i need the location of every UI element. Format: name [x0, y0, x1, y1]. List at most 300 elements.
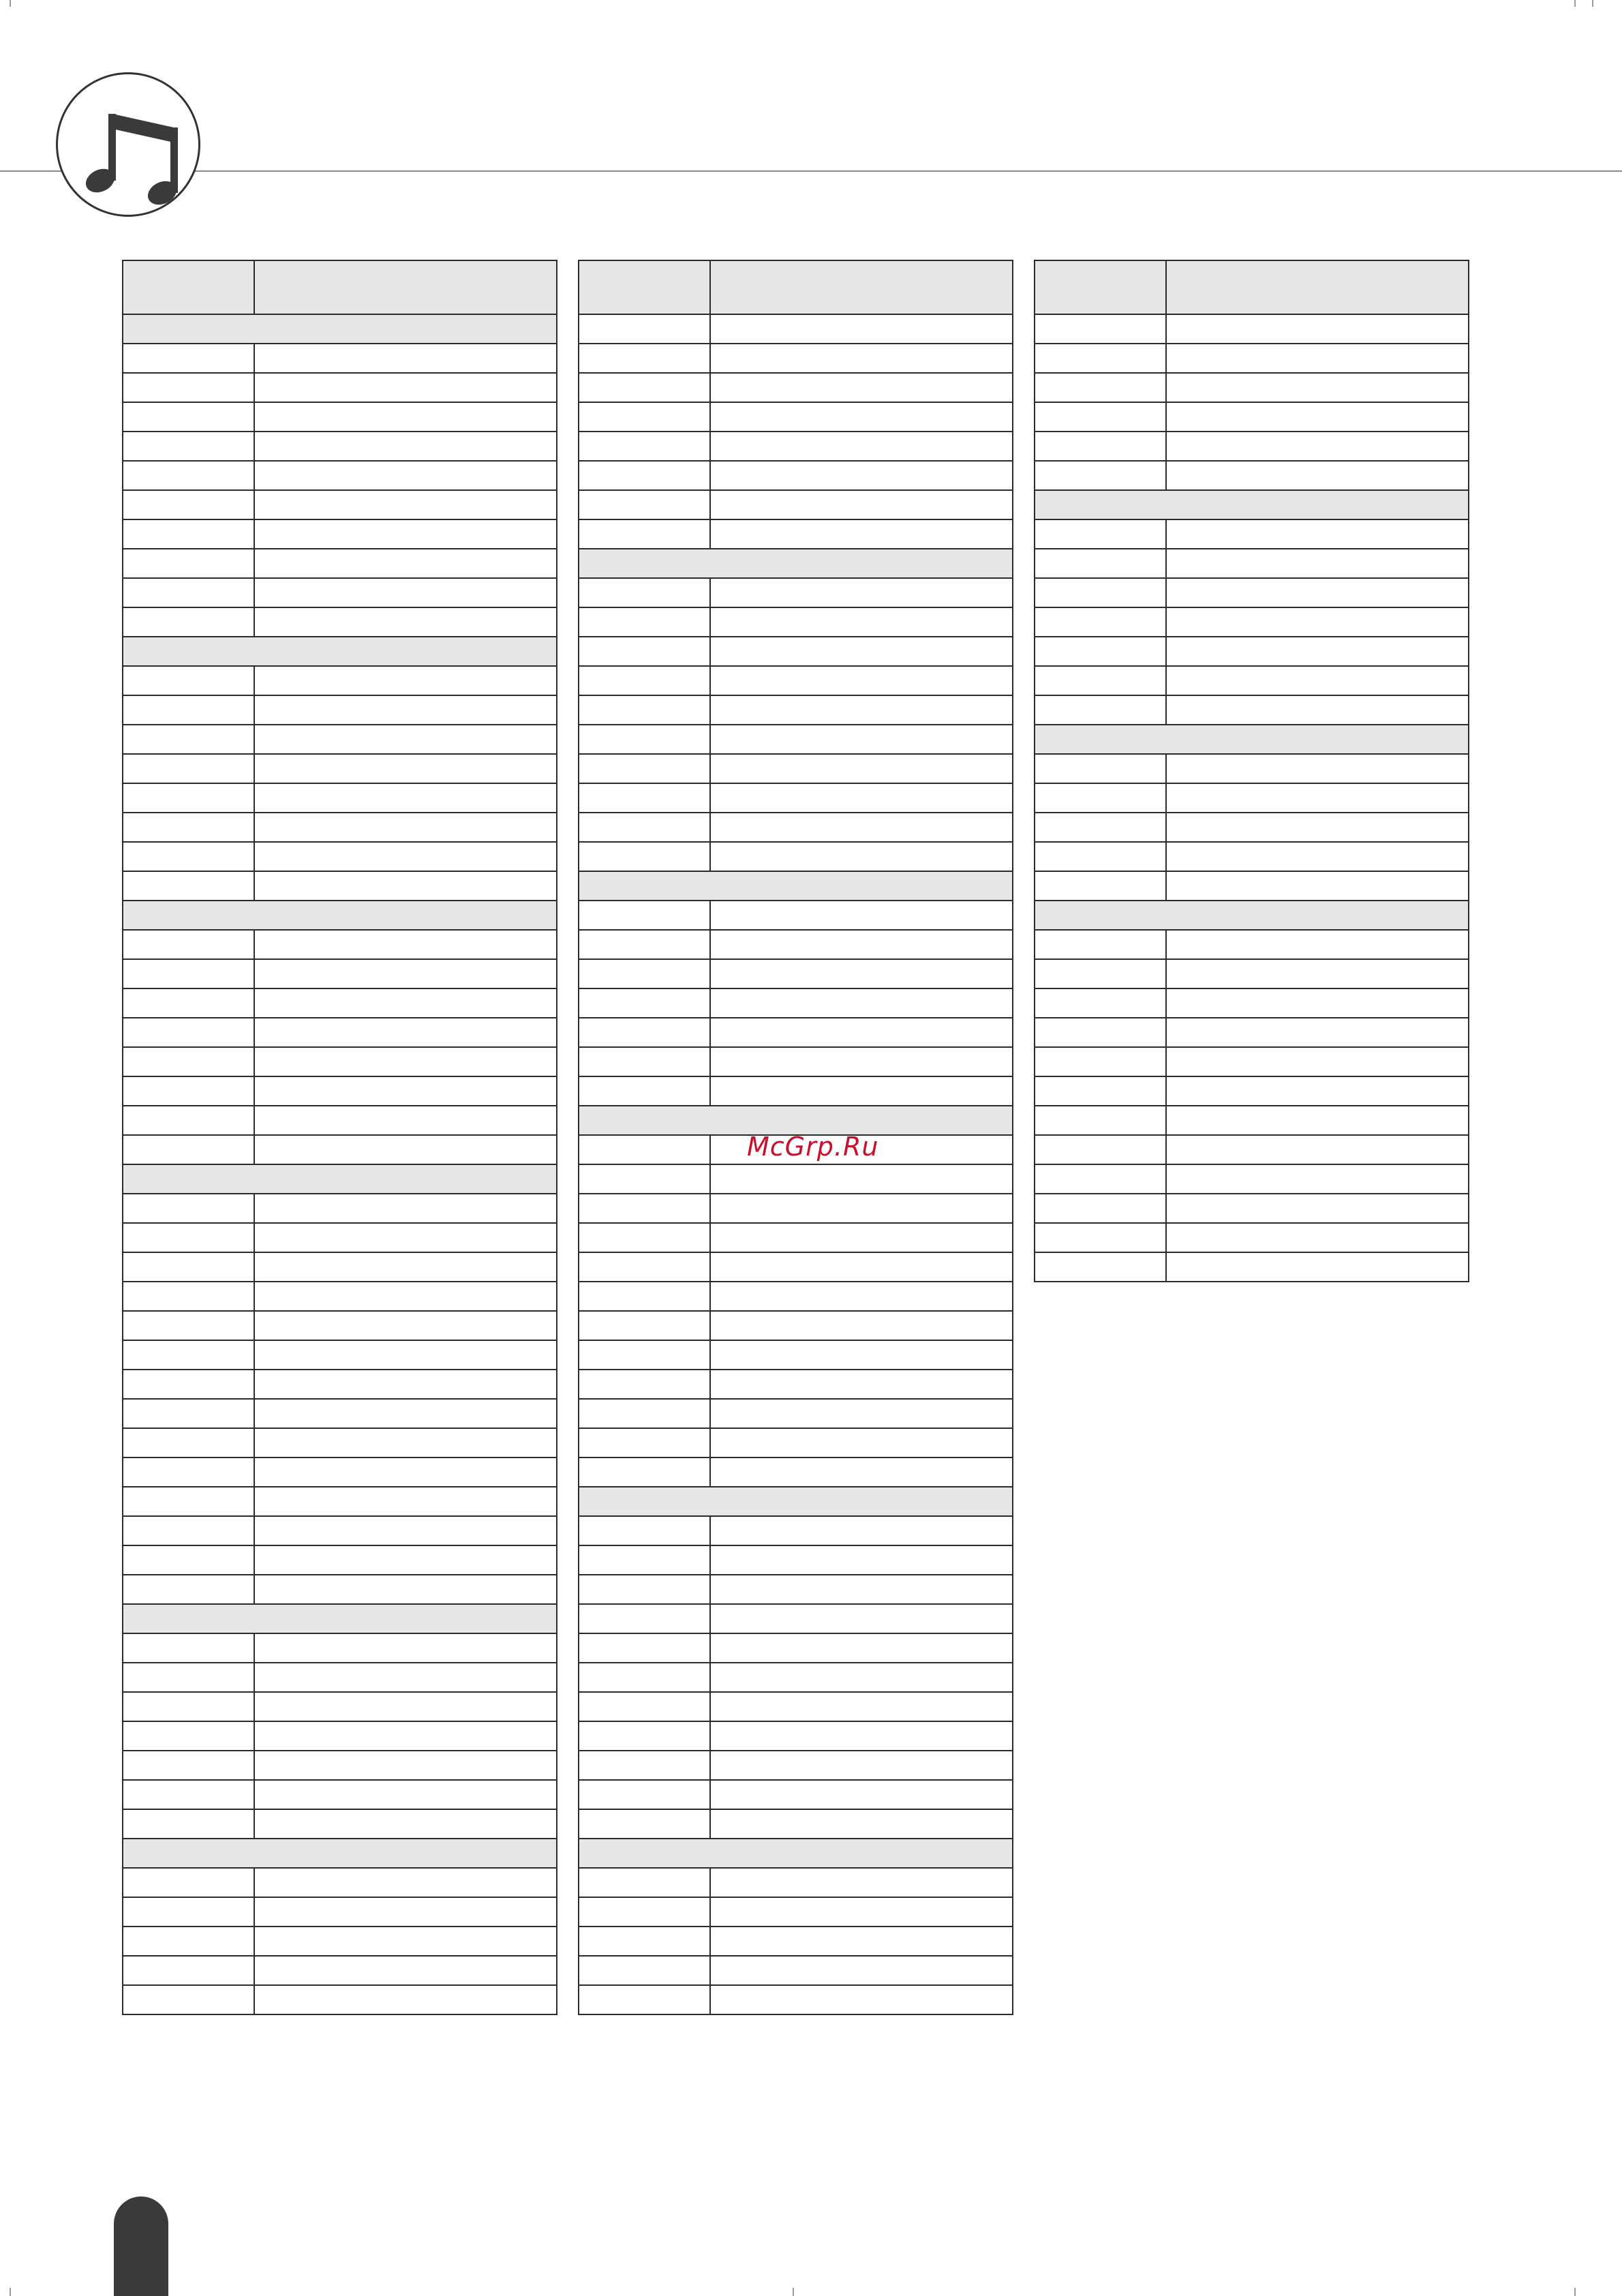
number-cell [579, 901, 710, 930]
number-cell [579, 1927, 710, 1956]
number-cell [123, 1897, 254, 1927]
number-cell [123, 959, 254, 988]
category-row [123, 1604, 557, 1633]
number-cell [579, 490, 710, 519]
number-cell [1035, 871, 1166, 901]
table-row [123, 344, 557, 373]
number-cell [579, 930, 710, 959]
name-cell [254, 432, 557, 461]
crop-mark-top-left [10, 0, 11, 7]
category-row [579, 871, 1013, 901]
name-cell [254, 1428, 557, 1457]
number-cell [123, 695, 254, 725]
name-cell [254, 607, 557, 637]
number-cell [123, 754, 254, 783]
table-header-row [579, 260, 1013, 314]
table-row [579, 813, 1013, 842]
number-cell [579, 1633, 710, 1663]
table-row [579, 432, 1013, 461]
name-cell [710, 725, 1013, 754]
table-row [1035, 607, 1469, 637]
table-row [579, 959, 1013, 988]
name-cell [710, 813, 1013, 842]
category-cell [123, 1164, 557, 1194]
table-row [123, 1340, 557, 1370]
name-cell [710, 1633, 1013, 1663]
number-cell [579, 783, 710, 813]
page-number-tab [114, 2196, 168, 2296]
name-cell [710, 1604, 1013, 1633]
number-cell [123, 1428, 254, 1457]
table-row [1035, 314, 1469, 344]
name-cell [1166, 754, 1469, 783]
table-row [579, 1370, 1013, 1399]
table-row [123, 373, 557, 402]
number-cell [123, 1194, 254, 1223]
name-cell [254, 988, 557, 1018]
name-cell [710, 783, 1013, 813]
number-cell [579, 1457, 710, 1487]
name-cell [254, 1487, 557, 1516]
name-cell [1166, 1047, 1469, 1076]
number-cell [579, 1604, 710, 1633]
voice-table-left [122, 260, 557, 2015]
name-cell [710, 1575, 1013, 1604]
number-cell [123, 1399, 254, 1428]
name-cell [710, 1809, 1013, 1839]
table-row [579, 1809, 1013, 1839]
name-cell [710, 1370, 1013, 1399]
name-cell [254, 1516, 557, 1545]
category-cell [579, 1839, 1013, 1868]
number-cell [123, 1721, 254, 1751]
number-cell [123, 1135, 254, 1164]
table-row [1035, 461, 1469, 490]
number-cell [123, 1692, 254, 1721]
number-cell [123, 607, 254, 637]
table-row [579, 1956, 1013, 1985]
number-cell [1035, 783, 1166, 813]
table-row [123, 1545, 557, 1575]
name-cell [254, 1780, 557, 1809]
name-cell [254, 1399, 557, 1428]
number-cell [579, 1575, 710, 1604]
number-cell [1035, 754, 1166, 783]
name-cell [254, 490, 557, 519]
table-row [579, 1076, 1013, 1106]
name-cell [1166, 1164, 1469, 1194]
table-row [579, 1282, 1013, 1311]
name-cell [254, 1457, 557, 1487]
crop-mark-bottom-right [1574, 2288, 1576, 2296]
number-cell [579, 1252, 710, 1282]
name-cell [1166, 783, 1469, 813]
category-row [579, 1106, 1013, 1135]
name-cell [254, 1692, 557, 1721]
number-cell [1035, 314, 1166, 344]
name-cell [710, 1663, 1013, 1692]
table-row [123, 1516, 557, 1545]
table-row [1035, 1135, 1469, 1164]
number-cell [123, 1516, 254, 1545]
table-row [579, 988, 1013, 1018]
table-row [123, 1135, 557, 1164]
table-row [123, 1985, 557, 2014]
number-cell [123, 432, 254, 461]
name-cell [710, 1897, 1013, 1927]
category-cell [1035, 901, 1469, 930]
category-cell [123, 637, 557, 666]
number-cell [123, 1047, 254, 1076]
table-row [1035, 783, 1469, 813]
table-row [579, 1604, 1013, 1633]
number-cell [123, 1370, 254, 1399]
number-cell [123, 1106, 254, 1135]
name-cell [710, 1340, 1013, 1370]
name-cell [1166, 1076, 1469, 1106]
table-row [579, 1633, 1013, 1663]
number-cell [1035, 578, 1166, 607]
number-cell [1035, 988, 1166, 1018]
header-cell-number [123, 260, 254, 314]
table-row [579, 1428, 1013, 1457]
table-row [579, 1545, 1013, 1575]
number-cell [579, 1282, 710, 1311]
category-row [579, 549, 1013, 578]
name-cell [1166, 461, 1469, 490]
category-row [579, 1839, 1013, 1868]
table-header-row [123, 260, 557, 314]
name-cell [254, 1575, 557, 1604]
name-cell [1166, 519, 1469, 549]
table-row [579, 1751, 1013, 1780]
number-cell [123, 1252, 254, 1282]
name-cell [710, 959, 1013, 988]
table-row [579, 1897, 1013, 1927]
name-cell [254, 695, 557, 725]
number-cell [579, 754, 710, 783]
table-row [123, 549, 557, 578]
table-row [1035, 813, 1469, 842]
name-cell [710, 695, 1013, 725]
number-cell [123, 813, 254, 842]
name-cell [1166, 959, 1469, 988]
name-cell [1166, 813, 1469, 842]
table-row [123, 1575, 557, 1604]
table-row [579, 607, 1013, 637]
name-cell [1166, 402, 1469, 432]
number-cell [123, 344, 254, 373]
name-cell [710, 1721, 1013, 1751]
table-row [123, 1428, 557, 1457]
number-cell [1035, 959, 1166, 988]
name-cell [1166, 666, 1469, 695]
table-row [1035, 1018, 1469, 1047]
number-cell [579, 461, 710, 490]
table-row [123, 607, 557, 637]
number-cell [123, 842, 254, 871]
table-row [579, 1927, 1013, 1956]
name-cell [254, 549, 557, 578]
number-cell [579, 344, 710, 373]
crop-mark-bottom-center [793, 2288, 794, 2296]
name-cell [710, 988, 1013, 1018]
number-cell [123, 1809, 254, 1839]
table-row [579, 344, 1013, 373]
name-cell [254, 1663, 557, 1692]
table-row [123, 988, 557, 1018]
table-row [1035, 695, 1469, 725]
number-cell [123, 1487, 254, 1516]
category-cell [1035, 725, 1469, 754]
name-cell [710, 1457, 1013, 1487]
name-cell [254, 461, 557, 490]
table-row [123, 871, 557, 901]
number-cell [579, 1868, 710, 1897]
name-cell [710, 373, 1013, 402]
table-row [123, 519, 557, 549]
table-row [123, 1223, 557, 1252]
table-row [123, 1927, 557, 1956]
table-row [1035, 1106, 1469, 1135]
name-cell [254, 1809, 557, 1839]
table-row [579, 519, 1013, 549]
number-cell [123, 578, 254, 607]
number-cell [579, 1809, 710, 1839]
name-cell [710, 1751, 1013, 1780]
name-cell [710, 1516, 1013, 1545]
name-cell [710, 1868, 1013, 1897]
number-cell [579, 1721, 710, 1751]
name-cell [254, 725, 557, 754]
name-cell [710, 1985, 1013, 2014]
table-row [123, 1956, 557, 1985]
name-cell [254, 1633, 557, 1663]
table-row [579, 695, 1013, 725]
table-row [1035, 871, 1469, 901]
table-row [579, 725, 1013, 754]
table-row [1035, 959, 1469, 988]
name-cell [1166, 578, 1469, 607]
table-row [579, 1340, 1013, 1370]
category-cell [1035, 490, 1469, 519]
category-row [123, 901, 557, 930]
crop-mark-bottom-left [10, 2288, 11, 2296]
number-cell [123, 490, 254, 519]
number-cell [579, 314, 710, 344]
table-row [579, 1575, 1013, 1604]
number-cell [1035, 1076, 1166, 1106]
name-cell [710, 1692, 1013, 1721]
name-cell [710, 754, 1013, 783]
number-cell [123, 1985, 254, 2014]
name-cell [254, 344, 557, 373]
name-cell [1166, 1194, 1469, 1223]
number-cell [123, 871, 254, 901]
name-cell [254, 1252, 557, 1282]
name-cell [710, 314, 1013, 344]
number-cell [123, 1780, 254, 1809]
table-row [123, 1106, 557, 1135]
name-cell [710, 490, 1013, 519]
name-cell [710, 1956, 1013, 1985]
music-note-icon [73, 91, 189, 207]
name-cell [254, 1282, 557, 1311]
table-row [579, 1047, 1013, 1076]
table-row [123, 783, 557, 813]
table-row [1035, 1223, 1469, 1252]
name-cell [254, 402, 557, 432]
table-row [579, 1399, 1013, 1428]
table-row [579, 1311, 1013, 1340]
table-row [123, 1633, 557, 1663]
number-cell [579, 842, 710, 871]
number-cell [1035, 842, 1166, 871]
voice-table-right [1034, 260, 1469, 1282]
number-cell [579, 666, 710, 695]
number-cell [579, 373, 710, 402]
table-row [123, 1018, 557, 1047]
category-cell [579, 549, 1013, 578]
name-cell [254, 373, 557, 402]
table-row [579, 314, 1013, 344]
number-cell [579, 637, 710, 666]
name-cell [710, 402, 1013, 432]
name-cell [710, 519, 1013, 549]
number-cell [1035, 1018, 1166, 1047]
number-cell [579, 695, 710, 725]
category-cell [123, 901, 557, 930]
name-cell [1166, 1223, 1469, 1252]
table-row [579, 461, 1013, 490]
number-cell [123, 1457, 254, 1487]
table-row [579, 666, 1013, 695]
number-cell [579, 1164, 710, 1194]
name-cell [710, 1194, 1013, 1223]
name-cell [254, 1223, 557, 1252]
name-cell [254, 1721, 557, 1751]
table-row [123, 1457, 557, 1487]
table-row [123, 754, 557, 783]
table-row [579, 1194, 1013, 1223]
number-cell [579, 607, 710, 637]
number-cell [579, 988, 710, 1018]
table-row [579, 1457, 1013, 1487]
table-row [123, 959, 557, 988]
number-cell [579, 402, 710, 432]
name-cell [254, 813, 557, 842]
table-row [1035, 373, 1469, 402]
table-row [579, 1223, 1013, 1252]
name-cell [254, 1106, 557, 1135]
number-cell [579, 1663, 710, 1692]
number-cell [579, 1751, 710, 1780]
number-cell [123, 1575, 254, 1604]
table-row [1035, 1047, 1469, 1076]
name-cell [1166, 988, 1469, 1018]
number-cell [1035, 1252, 1166, 1282]
table-row [579, 578, 1013, 607]
table-row [123, 490, 557, 519]
name-cell [710, 930, 1013, 959]
table-row [123, 1311, 557, 1340]
number-cell [579, 1516, 710, 1545]
name-cell [710, 901, 1013, 930]
name-cell [710, 607, 1013, 637]
number-cell [1035, 1106, 1166, 1135]
number-cell [123, 725, 254, 754]
table-row [579, 490, 1013, 519]
number-cell [579, 1076, 710, 1106]
name-cell [1166, 432, 1469, 461]
table-row [1035, 402, 1469, 432]
category-cell [123, 1839, 557, 1868]
name-cell [254, 1076, 557, 1106]
number-cell [123, 1751, 254, 1780]
table-row [1035, 549, 1469, 578]
table-row [579, 1516, 1013, 1545]
number-cell [1035, 1164, 1166, 1194]
category-row [1035, 490, 1469, 519]
name-cell [710, 1927, 1013, 1956]
table-row [123, 1252, 557, 1282]
category-row [1035, 725, 1469, 754]
table-row [579, 1164, 1013, 1194]
name-cell [1166, 549, 1469, 578]
name-cell [1166, 1018, 1469, 1047]
name-cell [1166, 373, 1469, 402]
number-cell [579, 1018, 710, 1047]
table-row [123, 1780, 557, 1809]
number-cell [1035, 519, 1166, 549]
number-cell [579, 813, 710, 842]
table-row [1035, 988, 1469, 1018]
header-cell-name [254, 260, 557, 314]
number-cell [1035, 344, 1166, 373]
name-cell [710, 1047, 1013, 1076]
name-cell [254, 578, 557, 607]
table-row [123, 432, 557, 461]
table-row [579, 783, 1013, 813]
name-cell [710, 666, 1013, 695]
number-cell [1035, 1047, 1166, 1076]
table-row [123, 1487, 557, 1516]
table-row [123, 1282, 557, 1311]
number-cell [1035, 402, 1166, 432]
table-row [579, 1018, 1013, 1047]
number-cell [1035, 1223, 1166, 1252]
crop-mark-top-right-1 [1574, 0, 1576, 7]
table-row [1035, 1194, 1469, 1223]
number-cell [579, 1223, 710, 1252]
number-cell [1035, 1194, 1166, 1223]
name-cell [1166, 1252, 1469, 1282]
name-cell [254, 1868, 557, 1897]
name-cell [254, 1047, 557, 1076]
table-row [579, 637, 1013, 666]
table-row [579, 1868, 1013, 1897]
table-row [123, 1809, 557, 1839]
name-cell [254, 1751, 557, 1780]
header-cell-number [1035, 260, 1166, 314]
number-cell [123, 988, 254, 1018]
name-cell [710, 637, 1013, 666]
number-cell [123, 1868, 254, 1897]
name-cell [710, 1780, 1013, 1809]
number-cell [123, 373, 254, 402]
name-cell [710, 1428, 1013, 1457]
table-row [579, 1780, 1013, 1809]
